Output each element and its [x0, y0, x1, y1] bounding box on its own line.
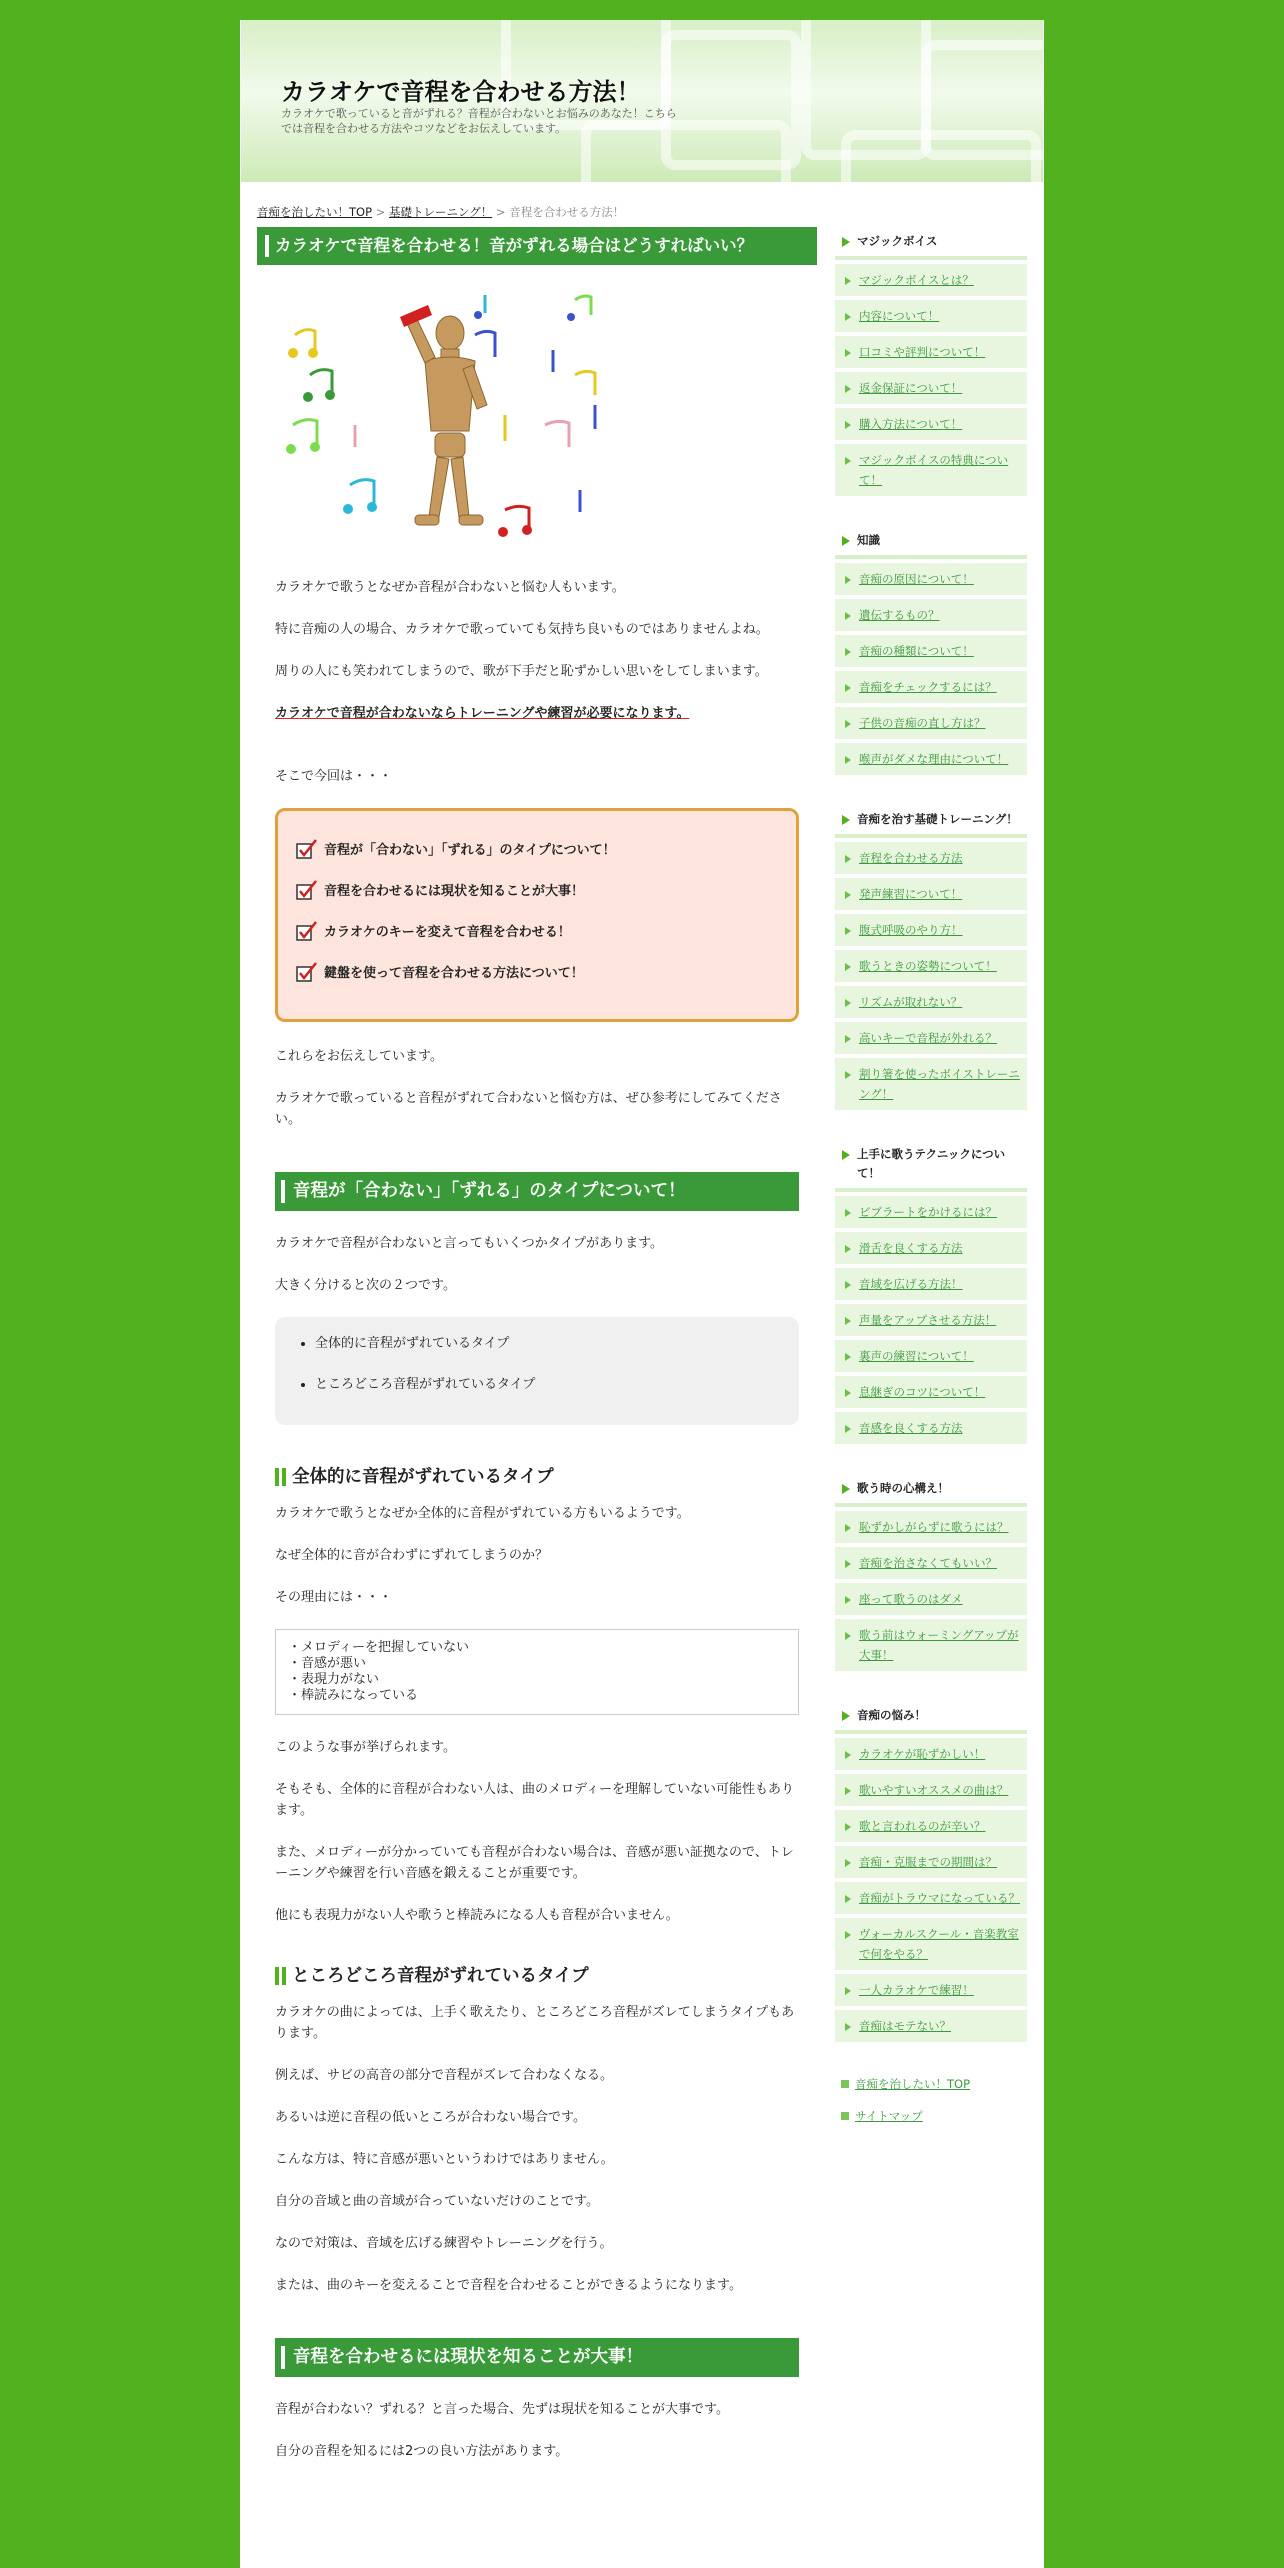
- checklist-box: [275, 808, 799, 1022]
- sidebar-link[interactable]: 音程を合わせる方法: [859, 851, 963, 865]
- sidebar-item: [835, 2010, 1027, 2042]
- sidebar-link[interactable]: 返金保証について！: [859, 381, 963, 395]
- sidebar-item: [835, 1619, 1027, 1671]
- sidebar-link[interactable]: 購入方法について！: [859, 417, 963, 431]
- checklist-item: [296, 880, 778, 921]
- sidebar-link[interactable]: 声量をアップさせる方法！: [859, 1313, 997, 1327]
- sidebar-link[interactable]: 音痴・克服までの期間は？: [859, 1855, 997, 1869]
- sidebar-item: [835, 1412, 1027, 1444]
- checklist-label: 音程が「合わない」「ずれる」のタイプについて！: [324, 843, 616, 858]
- sidebar-link[interactable]: 音痴の種類について！: [859, 644, 974, 658]
- body-paragraph: その理由には・・・: [275, 1590, 393, 1605]
- sidebar-item: [835, 1058, 1027, 1110]
- sidebar-group: [835, 1140, 1027, 1444]
- page-wrapper: [240, 20, 1044, 2568]
- checkbox-icon: [296, 962, 318, 982]
- sidebar-link[interactable]: 音痴を治さなくてもいい？: [859, 1556, 997, 1570]
- body-paragraph: あるいは逆に音程の低いところが合わない場合です。: [275, 2110, 586, 2125]
- sidebar-link[interactable]: 発声練習について！: [859, 887, 963, 901]
- sidebar-item: [835, 444, 1027, 496]
- sidebar-link[interactable]: カラオケが恥ずかしい！: [859, 1747, 986, 1761]
- sidebar-link[interactable]: 口コミや評判について！: [859, 345, 986, 359]
- main-content: [257, 227, 817, 2483]
- checklist-item: [296, 839, 778, 880]
- sidebar-item: [835, 1810, 1027, 1842]
- lead-text: そこで今回は・・・: [275, 769, 393, 784]
- sidebar-link[interactable]: 音痴はモテない？: [859, 2019, 951, 2033]
- section-heading: 音程が「合わない」「ずれる」のタイプについて！: [275, 1172, 799, 1211]
- sidebar-item: [835, 1738, 1027, 1770]
- sidebar-link[interactable]: 一人カラオケで練習！: [859, 1983, 974, 1997]
- sidebar-item: [835, 1846, 1027, 1878]
- sidebar-heading: 音痴の悩み！: [835, 1701, 1027, 1734]
- sidebar-item: [835, 264, 1027, 296]
- breadcrumb-home-link[interactable]: 音痴を治したい！TOP: [257, 205, 373, 219]
- breadcrumb: [257, 204, 624, 220]
- sidebar-heading: 音痴を治す基礎トレーニング！: [835, 805, 1027, 838]
- sidebar-item: [835, 1232, 1027, 1264]
- sidebar-item: [835, 1774, 1027, 1806]
- body-paragraph: なぜ全体的に音が合わずにずれてしまうのか？: [275, 1548, 549, 1563]
- sidebar-link[interactable]: 割り箸を使ったボイストレーニング！: [859, 1067, 1020, 1101]
- body-paragraph: カラオケで歌っていると音程がずれて合わないと悩む方は、ぜひ参考にしてみてください。: [275, 1091, 782, 1127]
- sidebar-group: [835, 1701, 1027, 2042]
- sidebar-item: [835, 1022, 1027, 1054]
- sidebar-link[interactable]: 恥ずかしがらずに歌うには？: [859, 1520, 1009, 1534]
- sidebar-item: [835, 1376, 1027, 1408]
- body-paragraph: 自分の音域と曲の音域が合っていないだけのことです。: [275, 2194, 599, 2209]
- sidebar-item: [835, 336, 1027, 368]
- sidebar-link[interactable]: 歌と言われるのが辛い？: [859, 1819, 986, 1833]
- body-paragraph: 大きく分けると次の２つです。: [275, 1278, 456, 1293]
- sidebar-link[interactable]: 歌う前はウォーミングアップが大事！: [859, 1628, 1019, 1662]
- singing-mannequin-image: [275, 275, 655, 565]
- checklist-item: [296, 962, 778, 1003]
- sidebar-item: [835, 707, 1027, 739]
- sidebar-link[interactable]: 高いキーで音程が外れる？: [859, 1031, 997, 1045]
- sidebar-item: [835, 743, 1027, 775]
- sidebar-link[interactable]: 遺伝するもの？: [859, 608, 940, 622]
- sidebar-item: [835, 986, 1027, 1018]
- reason-item: ・メロディーを把握していない: [288, 1640, 469, 1655]
- sidebar-item: [835, 1547, 1027, 1579]
- body-paragraph: こんな方は、特に音感が悪いというわけではありません。: [275, 2152, 614, 2167]
- sidebar-link[interactable]: 音痴がトラウマになっている？: [859, 1891, 1020, 1905]
- site-header: [241, 20, 1043, 182]
- sidebar-item: [835, 635, 1027, 667]
- sidebar-link[interactable]: 音痴の原因について！: [859, 572, 974, 586]
- sidebar-link[interactable]: 座って歌うのはダメ: [859, 1592, 963, 1606]
- body-paragraph: カラオケの曲によっては、上手く歌えたり、ところどころ音程がズレてしまうタイプもあります。: [275, 2005, 795, 2041]
- sidebar-group: [835, 227, 1027, 496]
- sidebar-group: [835, 805, 1027, 1110]
- checkbox-icon: [296, 839, 318, 859]
- sidebar-link[interactable]: リズムが取れない？: [859, 995, 963, 1009]
- breadcrumb-current: 音程を合わせる方法！: [509, 205, 625, 219]
- breadcrumb-separator: >: [372, 205, 389, 219]
- sidebar-item: [835, 408, 1027, 440]
- sitemap-link[interactable]: サイトマップ: [855, 2109, 923, 2123]
- sidebar-link[interactable]: 音痴をチェックするには？: [859, 680, 997, 694]
- checklist-label: カラオケのキーを変えて音程を合わせる！: [324, 925, 571, 940]
- sidebar-item: [835, 1583, 1027, 1615]
- body-paragraph: 例えば、サビの高音の部分で音程がズレて合わなくなる。: [275, 2068, 614, 2083]
- sidebar-link[interactable]: 喉声がダメな理由について！: [859, 752, 1009, 766]
- sidebar-item: [835, 1882, 1027, 1914]
- list-item: • ところどころ音程がずれているタイプ: [315, 1374, 777, 1395]
- sidebar-link[interactable]: 息継ぎのコツについて！: [859, 1385, 986, 1399]
- site-title[interactable]: カラオケで音程を合わせる方法！: [281, 78, 641, 106]
- list-item: • 全体的に音程がずれているタイプ: [315, 1333, 777, 1354]
- subsection-heading: 全体的に音程がずれているタイプ: [275, 1465, 799, 1489]
- sidebar-link[interactable]: 子供の音痴の直し方は？: [859, 716, 986, 730]
- sidebar-item: [835, 1918, 1027, 1970]
- sidebar-link[interactable]: 音感を良くする方法: [859, 1421, 963, 1435]
- sidebar-item: [835, 1268, 1027, 1300]
- sidebar-link[interactable]: 歌うときの姿勢について！: [859, 959, 997, 973]
- checkbox-icon: [296, 921, 318, 941]
- sidebar-link[interactable]: ビブラートをかけるには？: [859, 1205, 997, 1219]
- sidebar-heading: 知識: [835, 526, 1027, 559]
- types-list-box: [275, 1317, 799, 1425]
- sidebar-item: [835, 300, 1027, 332]
- section-heading: 音程を合わせるには現状を知ることが大事！: [275, 2338, 799, 2377]
- breadcrumb-section-link[interactable]: 基礎トレーニング！: [388, 205, 493, 219]
- checklist-label: 音程を合わせるには現状を知ることが大事！: [324, 884, 585, 899]
- sidebar-item: [835, 842, 1027, 874]
- article-title: カラオケで音程を合わせる！音がずれる場合はどうすればいい？: [257, 227, 817, 265]
- body-paragraph: そもそも、全体的に音程が合わない人は、曲のメロディーを理解していない可能性もあります。: [275, 1782, 794, 1818]
- sidebar-link[interactable]: 歌いやすいオススメの曲は？: [859, 1783, 1009, 1797]
- sidebar-link[interactable]: 音域を広げる方法！: [859, 1277, 963, 1291]
- sidebar-link[interactable]: 裏声の練習について！: [859, 1349, 974, 1363]
- body-paragraph: カラオケで歌うとなぜか全体的に音程がずれている方もいるようです。: [275, 1506, 690, 1521]
- sidebar-heading: 歌う時の心構え！: [835, 1474, 1027, 1507]
- reason-item: ・音感が悪い: [288, 1656, 367, 1671]
- sidebar-link[interactable]: 内容について！: [859, 309, 940, 323]
- body-paragraph: これらをお伝えしています。: [275, 1049, 443, 1064]
- sidebar-bottom-links: [835, 2072, 1027, 2136]
- body-paragraph: または、曲のキーを変えることで音程を合わせることができるようになります。: [275, 2278, 742, 2293]
- sidebar-item: [835, 878, 1027, 910]
- intro-paragraph: カラオケで歌うとなぜか音程が合わないと悩む人もいます。: [275, 580, 625, 595]
- top-page-link[interactable]: 音痴を治したい！TOP: [855, 2077, 971, 2091]
- sidebar-link[interactable]: 腹式呼吸のやり方！: [859, 923, 963, 937]
- sidebar-item: [835, 1196, 1027, 1228]
- checklist-item: [296, 921, 778, 962]
- body-paragraph: なので対策は、音域を広げる練習やトレーニングを行う。: [275, 2236, 613, 2251]
- sidebar-heading: 上手に歌うテクニックについて！: [835, 1140, 1027, 1192]
- sidebar-link[interactable]: 滑舌を良くする方法: [859, 1241, 963, 1255]
- reason-item: ・表現力がない: [288, 1672, 380, 1687]
- sidebar-item: [835, 950, 1027, 982]
- sidebar-item: [835, 1511, 1027, 1543]
- body-paragraph: カラオケで音程が合わないと言ってもいくつかタイプがあります。: [275, 1236, 664, 1251]
- checklist-label: 鍵盤を使って音程を合わせる方法について！: [324, 966, 584, 981]
- breadcrumb-separator: >: [492, 205, 510, 219]
- sidebar-item: [835, 1304, 1027, 1336]
- sidebar-item: [835, 1974, 1027, 2006]
- reason-item: ・棒読みになっている: [288, 1688, 419, 1703]
- body-paragraph: また、メロディーが分かっていても音程が合わない場合は、音感が悪い証拠なので、トレーニングや練習を行い音感を鍛えることが重要です。: [275, 1845, 794, 1881]
- sidebar-heading: マジックボイス: [835, 227, 1027, 260]
- site-description: カラオケで歌っていると音がずれる？音程が合わないとお悩みのあなた！こちらでは音程を合わせる方法やコツなどをお伝えしています。: [281, 107, 677, 135]
- body-paragraph: このような事が挙げられます。: [275, 1740, 456, 1755]
- sidebar-item: [835, 372, 1027, 404]
- sidebar-group: [835, 1474, 1027, 1671]
- body-paragraph: 自分の音程を知るには2つの良い方法があります。: [275, 2444, 569, 2459]
- reasons-box: [275, 1629, 799, 1715]
- hero-image: [275, 275, 799, 565]
- checkbox-icon: [296, 880, 318, 900]
- sidebar: [835, 227, 1027, 2136]
- sidebar-item: [835, 671, 1027, 703]
- subsection-heading: ところどころ音程がずれているタイプ: [275, 1964, 799, 1988]
- sidebar-item: [835, 1340, 1027, 1372]
- sidebar-item: [835, 914, 1027, 946]
- sidebar-bottom-item: [835, 2072, 1027, 2104]
- body-paragraph: 音程が合わない？ずれる？と言った場合、先ずは現状を知ることが大事です。: [275, 2402, 729, 2417]
- sidebar-link[interactable]: ヴォーカルスクール・音楽教室で何をやる？: [859, 1927, 1019, 1961]
- intro-paragraph: 周りの人にも笑われてしまうので、歌が下手だと恥ずかしい思いをしてしまいます。: [275, 664, 768, 679]
- intro-paragraph: 特に音痴の人の場合、カラオケで歌っていても気持ち良いものではありませんよね。: [275, 622, 769, 637]
- body-paragraph: 他にも表現力がない人や歌うと棒読みになる人も音程が合いません。: [275, 1908, 679, 1923]
- sidebar-link[interactable]: マジックボイスとは？: [859, 273, 974, 287]
- emphasis-text: カラオケで音程が合わないならトレーニングや練習が必要になります。: [275, 706, 690, 721]
- sidebar-item: [835, 563, 1027, 595]
- sidebar-item: [835, 599, 1027, 631]
- sidebar-link[interactable]: マジックボイスの特典について！: [859, 453, 1009, 487]
- sidebar-bottom-item: [835, 2104, 1027, 2136]
- sidebar-group: [835, 526, 1027, 775]
